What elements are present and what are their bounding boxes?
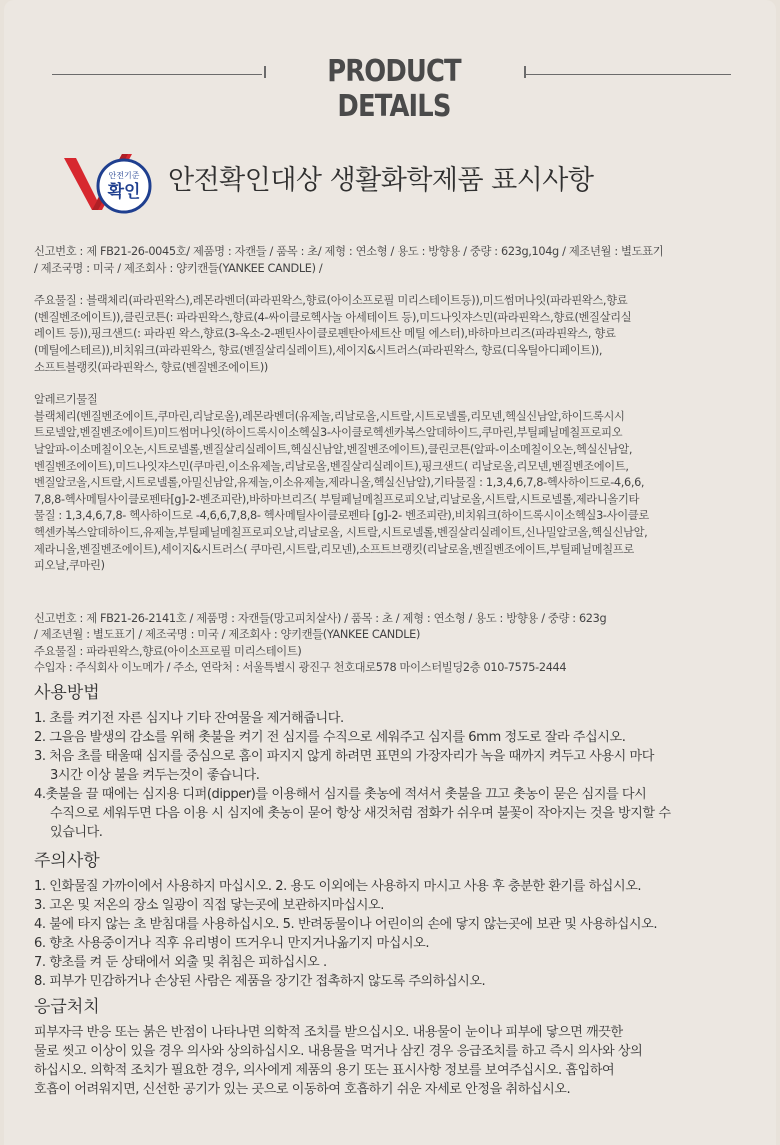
text-line: 물질 : 1,3,4,6,7,8- 헥사하이드로 -4,6,6,7,8,8- 헥사메틸사이클로펜타 [g]-2- 벤조피란),비치워크(하이드록시이소헥실3-사이클로 <box>34 509 649 523</box>
text-line: 트로넬알,벤질벤조에이트)미드썸머나잇(하이드록시이소헥실3-사이클로헥센카복스알데하이드,쿠마린,부틸페닐메칠프로피오 <box>34 426 623 440</box>
text-line: 피오날,쿠마린) <box>34 559 105 573</box>
first-aid-section <box>34 992 774 1099</box>
product-details-page <box>4 0 776 1145</box>
badge-main-text: 확인 <box>107 182 141 202</box>
caution-body <box>34 877 774 991</box>
header-rule-left <box>52 74 262 75</box>
label-heading: 안전확인대상 생활화학제품 표시사항 <box>168 165 594 196</box>
text-line: 블랙체리(벤질벤조에이트,쿠마린,리날로올),레몬라벤더(유제놀,리날로올,시트랄,시트로넬롤,리모넨,헥실신남알,하이드록시시 <box>34 409 625 423</box>
text-line: 신고번호 : 제 FB21-26-0045호/ 제품명 : 자캔들 / 품목 : 초/ 제형 : 연소형 / 용도 : 방향용 / 중량 : 623g,104g / 제조년월 : 별도표기 <box>34 245 664 258</box>
text-line: 하십시오. 의학적 조치가 필요한 경우, 의사에게 제품의 용기 또는 표시사항 정보를 보여주십시오. 흡입하여 <box>34 1063 615 1078</box>
header-title: PRODUCT DETAILS <box>327 54 461 124</box>
text-line: / 제조년월 : 별도표기 / 제조국명 : 미국 / 제조회사 : 양키캔들(YANKEE CANDLE) <box>34 628 421 642</box>
text-line: 주요물질 : 블랙체리(파라핀왁스),레몬라벤더(파라핀왁스,향료(아이소프로필 미리스테이트등)),미드썸머나잇(파라핀왁스,향료 <box>34 294 628 308</box>
text-line: 수입자 : 주식회사 이노메가 / 주소, 연락처 : 서울특별시 광진구 천호대로578 마이스터빌딩2층 010-7575-2444 <box>34 661 567 675</box>
section-header <box>4 42 776 124</box>
text-line: 2. 그을음 발생의 감소를 위해 촛불을 켜기 전 심지를 수직으로 세워주고 심지를 6mm 정도로 잘라 주십시오. <box>34 730 626 745</box>
caution-title: 주의사항 <box>34 851 100 871</box>
text-line: 있습니다. <box>50 825 103 840</box>
header-tick-right <box>524 66 526 78</box>
text-line: 벤질알코올,시트랄,시트로넬롤,아밀신남알,유제놀,이소유제놀,제라니올,헥실신남알),기타물질 : 1,3,4,6,7,8-헥사하이드로-4,6,6, <box>34 476 645 490</box>
registration-block-2 <box>34 611 764 677</box>
text-line: 8. 피부가 민감하거나 손상된 사람은 제품을 장기간 접촉하지 않도록 주의하십시오. <box>34 974 486 989</box>
text-line: 신고번호 : 제 FB21-26-2141호 / 제품명 : 자캔들(망고피치살사) / 품목 : 초 / 제형 : 연소형 / 용도 : 방향용 / 중량 : 623g <box>34 611 607 625</box>
text-line: 헥센카복스알데하이드,유제놀,부틸페닐메칠프로피오날,리날로올, 시트랄,시트로넬롤,벤질살리실레이트,신나밀알코올,헥실신남알, <box>34 525 648 539</box>
text-line: 호흡이 어려워지면, 신선한 공기가 있는 곳으로 이동하여 호흡하기 쉬운 자세로 안정을 취하십시오. <box>34 1082 571 1097</box>
text-line: 4. 불에 타지 않는 초 받침대를 사용하십시오. 5. 반려동물이나 어린이의 손에 닿지 않는곳에 보관 및 사용하십시오. <box>34 917 658 932</box>
text-line: 날알파-이소메칠이오논,시트로넬롤,벤질살리실레이트,헥실신남알,벤질벤조에이트),클린코튼(알파-이소메칠이오논,헥실신남알, <box>34 442 633 456</box>
text-line: 수직으로 세워두면 다음 이용 시 심지에 촛농이 묻어 항상 새것처럼 점화가 쉬우며 불꽃이 작아지는 것을 방지할 수 <box>50 806 671 821</box>
allergen-block <box>34 392 764 575</box>
first-aid-title: 응급처치 <box>34 997 100 1017</box>
text-line: 물로 씻고 이상이 있을 경우 의사와 상의하십시오. 내용물을 먹거나 삼킨 경우 응급조치를 하고 즉시 의사와 상의 <box>34 1044 643 1059</box>
safety-check-badge-icon <box>62 148 162 216</box>
header-rule-right <box>526 74 731 75</box>
text-line: 벤질벤조에이트),미드나잇쟈스민(쿠마린,이소유제놀,리날로올,벤질살리실레이트),핑크샌드( 리날로올,리모넨,벤질벤조에이트, <box>34 459 629 473</box>
text-line: 1. 인화물질 가까이에서 사용하지 마십시오. 2. 용도 이외에는 사용하지 마시고 사용 후 충분한 환기를 하십시오. <box>34 879 642 894</box>
text-line: 7,8,8-헥사메틸사이클로펜타[g]-2-벤조피란),바하마브리즈( 부틸페닐메칠프로피오날,리날로올,시트랄,시트로넬롤,제라니올기타 <box>34 492 640 506</box>
text-line: 3시간 이상 불을 켜두는것이 좋습니다. <box>50 768 260 783</box>
text-line: 피부자극 반응 또는 붉은 반점이 나타나면 의학적 조치를 받으십시오. 내용물이 눈이나 피부에 닿으면 깨끗한 <box>34 1025 623 1040</box>
text-line: 6. 향초 사용중이거나 직후 유리병이 뜨거우니 만지거나옮기지 마십시오. <box>34 936 430 951</box>
text-line: (벤질벤조에이트)),클린코튼(: 파라핀왁스,향료(4-싸이클로헥사놀 아세테이트 등),미드나잇쟈스민(파라핀왁스,향료(벤질살리실 <box>34 310 632 324</box>
registration-block-1 <box>34 244 764 277</box>
main-substances-block <box>34 293 764 376</box>
first-aid-body <box>34 1023 774 1099</box>
badge-top-text: 안전기준 <box>108 171 140 180</box>
usage-title: 사용방법 <box>34 683 100 703</box>
usage-body <box>34 709 774 842</box>
caution-section <box>34 846 774 991</box>
usage-section <box>34 678 774 842</box>
product-info <box>34 244 764 677</box>
text-line: 1. 초를 켜기전 자른 심지나 기타 잔여물을 제거해줍니다. <box>34 711 344 726</box>
text-line: 레이트 등)),핑크샌드(: 파라핀 왁스,향료(3-옥소-2-펜틴사이클로펜탄아세트산 메틸 에스터),바하마브리즈(파라핀왁스, 향료 <box>34 327 616 341</box>
text-line: 3. 고온 및 저온의 장소 일광이 직접 닿는곳에 보관하지마십시오. <box>34 898 384 913</box>
text-line: 7. 향초를 켜 둔 상태에서 외출 및 취침은 피하십시오 . <box>34 955 327 970</box>
text-line: / 제조국명 : 미국 / 제조회사 : 양키캔들(YANKEE CANDLE) / <box>34 261 323 275</box>
text-line: 주요물질 : 파라핀왁스,향료(아이소프로필 미리스테이트) <box>34 644 302 658</box>
text-line: 4.촛불을 끌 때에는 심지용 디퍼(dipper)를 이용해서 심지를 촛농에 적셔서 촛불을 끄고 촛농이 묻은 심지를 다시 <box>34 787 647 802</box>
text-line: 알레르기물질 <box>34 393 98 407</box>
header-tick-left <box>264 66 266 78</box>
text-line: 3. 처음 초를 태울때 심지를 중심으로 홈이 파지지 않게 하려면 표면의 가장자리가 녹을 때까지 켜두고 사용시 마다 <box>34 749 654 764</box>
text-line: 소프트블랭킷(파라핀왁스, 향료(벤질벤조에이트)) <box>34 360 268 374</box>
text-line: (메틸에스테르)),비치워크(파라핀왁스, 향료(벤질살리실레이트),세이지&시트러스(파라핀왁스, 향료(디옥틸아디페이트)), <box>34 343 603 357</box>
text-line: 제라니올,벤질벤조에이트),세이지&시트러스( 쿠마린,시트랄,리모넨),소프트브랭킷(리날로올,벤질벤조에이트,부틸페닐메칠프로 <box>34 542 634 556</box>
